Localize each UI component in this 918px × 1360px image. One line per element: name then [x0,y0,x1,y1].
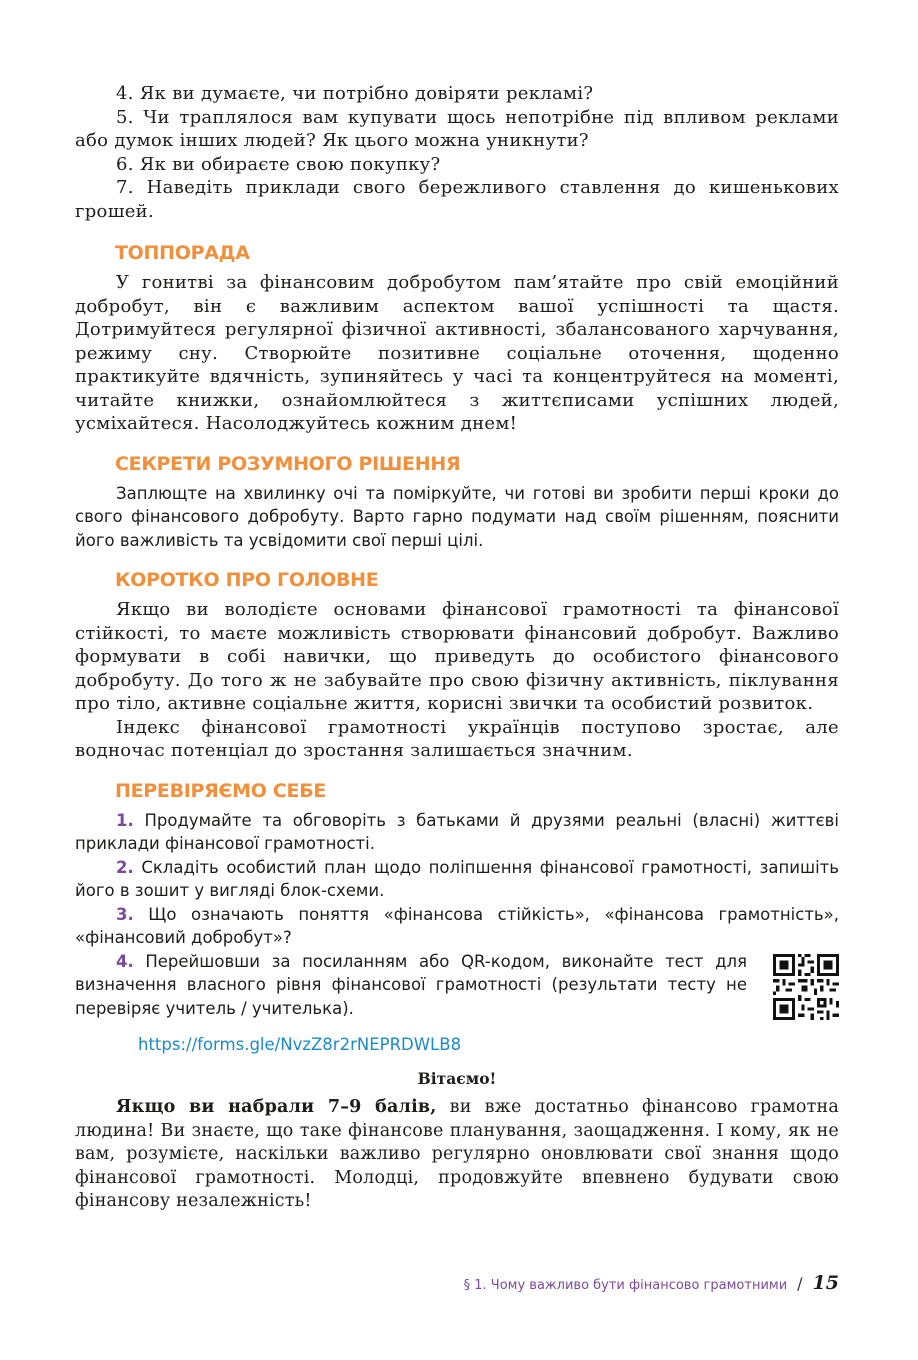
selfcheck-item [75,856,839,903]
secrets-text: Заплющте на хвилинку очі та поміркуйте, чи готові ви зробити перші кроки до свого фінансового добробуту. Варто гарно подумати над своїм рішенням, пояснити його важливість та усвідомити свої перші цілі. [75,483,839,550]
page-content [75,82,839,1214]
question-item: 7. Наведіть приклади свого бережливого ставлення до кишенькових грошей. [75,177,839,222]
footer-section-title: § 1. Чому важливо бути фінансово грамотними [463,1278,788,1293]
item-number: 3. [116,904,134,924]
item-number: 1. [116,810,134,830]
selfcheck-item [75,809,839,856]
selfcheck-heading: ПЕРЕВІРЯЄМО СЕБЕ [115,779,327,802]
congrats-text [75,1096,839,1214]
summary-paragraph-2: Індекс фінансової грамотності українців поступово зростає, але водночас потенціал до зростання залишається значним. [75,716,839,761]
item-number: 2. [116,857,134,877]
item-text: Що означають поняття «фінансова стійкість», «фінансова грамотність», «фінансовий добробут»? [75,904,840,947]
test-link[interactable]: https://forms.gle/NvzZ8r2rNEPRDWLB8 [138,1035,462,1054]
page-footer [464,1272,839,1294]
selfcheck-item [75,950,747,1021]
item-text: Складіть особистий план щодо поліпшення фінансової грамотності, запишіть його в зошит у вигляді блок-схеми. [75,857,839,900]
selfcheck-item [75,903,839,950]
item-text: Перейшовши за посиланням або QR-кодом, виконайте тест для визначення власного рівня фінансової грамотності (результати тесту не перевіряє учитель / учителька). [75,951,747,1018]
item-text: Продумайте та обговоріть з батьками й друзями реальні (власні) життєві приклади фінансової грамотності. [75,810,839,853]
summary-paragraph-1: Якщо ви володієте основами фінансової грамотності та фінансової стійкості, то маєте можливість створювати фінансовий добробут. Важливо формувати в собі навички, що приведуть до особистого фінансового добробуту. До того ж не забувайте про свою фізичну активність, піклування про тіло, активне соціальне життя, корисні звички та особистий розвиток. [75,599,839,714]
selfcheck-item-with-qr [75,950,839,1021]
questions-list [75,82,839,223]
congrats-bold-lead: Якщо ви набрали 7–9 балів, [116,1097,437,1117]
congrats-title: Вітаємо! [417,1069,497,1088]
qr-code-icon[interactable] [773,954,839,1020]
question-item: 6. Як ви обираєте свою покупку? [116,153,441,175]
item-number: 4. [116,951,134,971]
toptip-text: У гонитві за фінансовим добробутом пам’ятайте про свій емоційний добробут, він є важливим аспектом вашої успішності та щастя. Дотримуйтеся регулярної фізичної активності, збалансованого харчування, режиму сну. Створюйте позитивне соціальне оточення, щоденно практикуйте вдячність, зупиняйтесь у часі та концентруйтеся на моменті, читайте книжки, ознайомлюйтеся з життєписами успішних людей, усміхайтеся. Насолоджуйтесь кожним днем! [75,272,839,434]
question-item: 4. Як ви думаєте, чи потрібно довіряти рекламі? [116,83,594,104]
footer-divider: / [797,1274,803,1293]
summary-heading: КОРОТКО ПРО ГОЛОВНЕ [115,569,379,591]
toptip-heading: ТОППОРАДА [115,242,250,264]
secrets-heading: СЕКРЕТИ РОЗУМНОГО РІШЕННЯ [115,452,461,475]
page-number: 15 [812,1272,839,1294]
question-item: 5. Чи траплялося вам купувати щось непотрібне під впливом реклами або думок інших людей? Як цього можна уникнути? [75,106,839,151]
congrats-body: ви вже достатньо фінансово грамотна людина! Ви знаєте, що таке фінансове планування, заощадження. І кому, як не вам, розумієте, наскільки важливо регулярно оновлювати свої знання щодо фінансової грамотності. Молодці, продовжуйте впевнено будувати свою фінансову незалежність! [75,1097,839,1211]
